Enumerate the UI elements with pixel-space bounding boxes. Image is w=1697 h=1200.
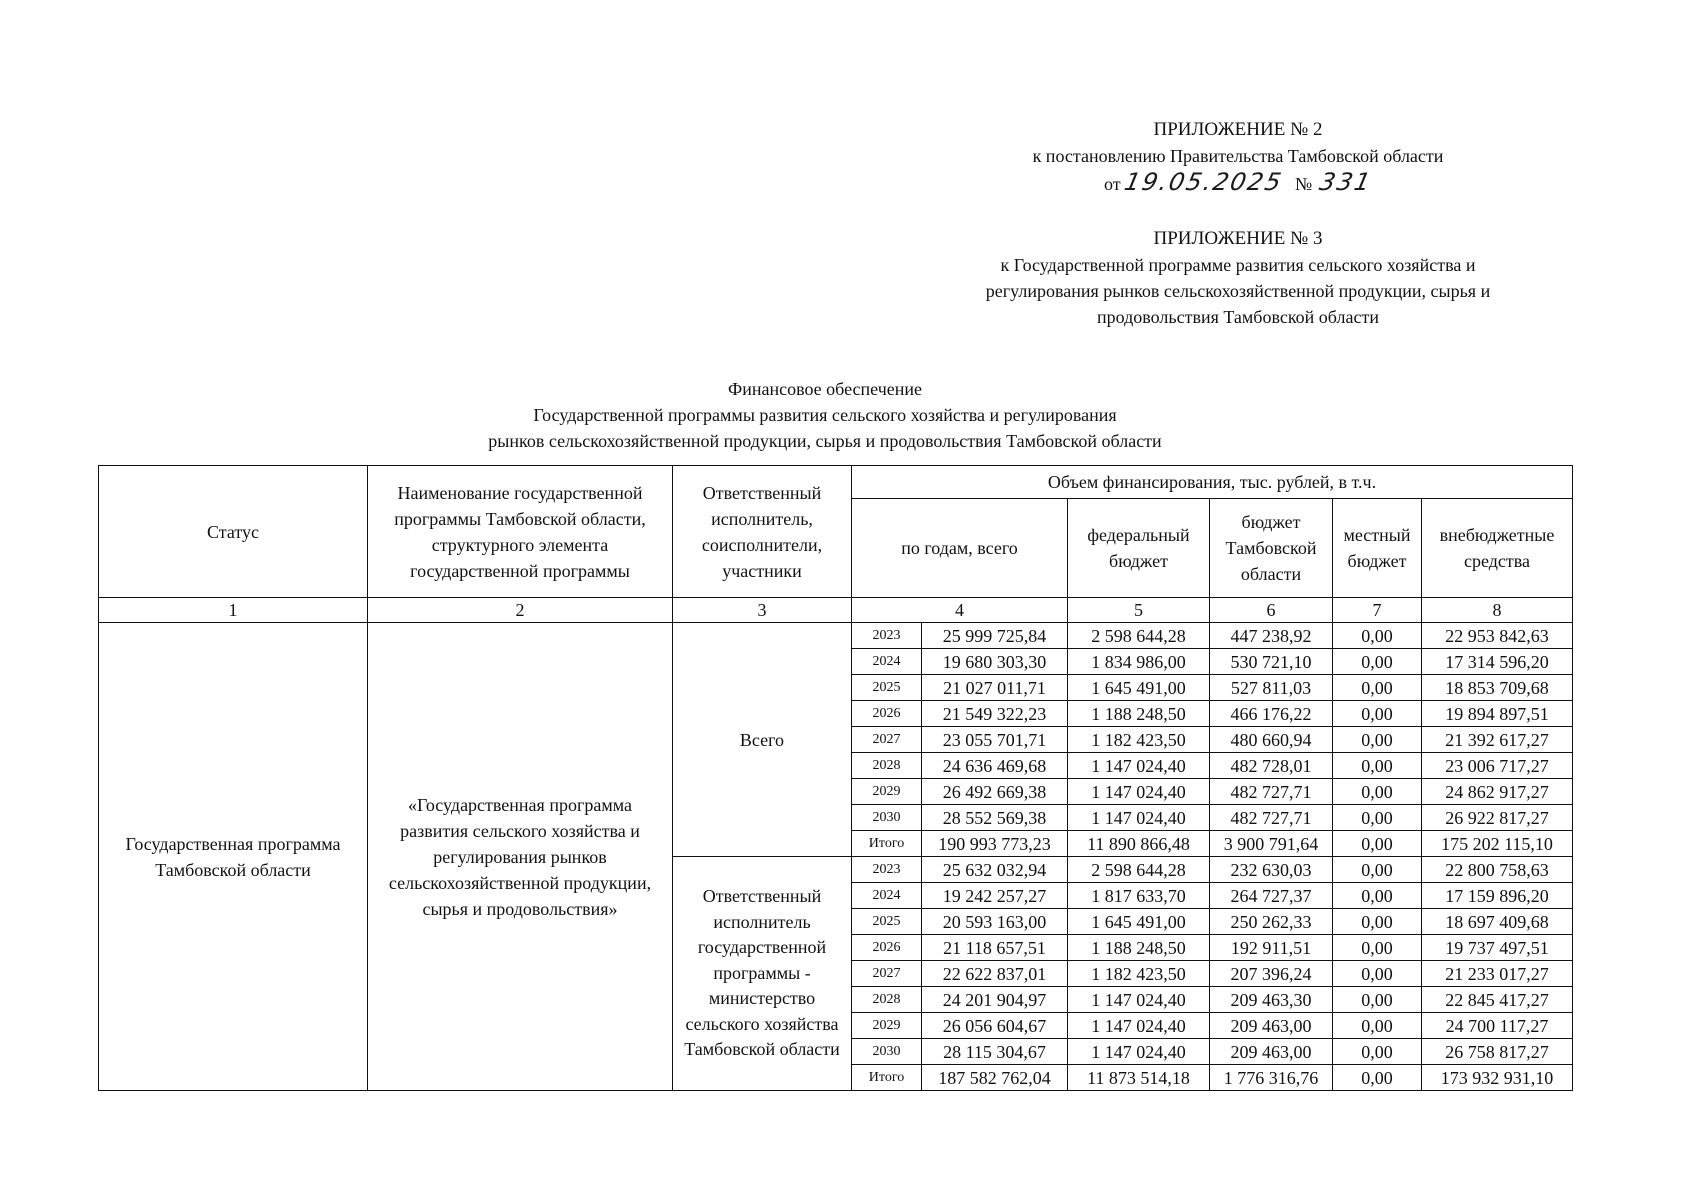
regional-cell: 209 463,30 (1210, 987, 1333, 1013)
column-number: 7 (1333, 598, 1422, 623)
year-cell: 2025 (852, 909, 922, 935)
regional-cell: 480 660,94 (1210, 727, 1333, 753)
header-by-years: по годам, всего (852, 499, 1068, 598)
total-cell: 21 027 011,71 (922, 675, 1068, 701)
year-cell: 2029 (852, 779, 922, 805)
local-cell: 0,00 (1333, 753, 1422, 779)
total-cell: 187 582 762,04 (922, 1065, 1068, 1091)
regional-cell: 482 728,01 (1210, 753, 1333, 779)
column-number: 4 (852, 598, 1068, 623)
year-cell: Итого (852, 831, 922, 857)
extra-cell: 17 314 596,20 (1422, 649, 1573, 675)
federal-cell: 1 182 423,50 (1068, 727, 1210, 753)
regional-cell: 482 727,71 (1210, 779, 1333, 805)
caption-line-2: Государственной программы развития сельского хозяйства и регулирования (533, 405, 1117, 425)
total-cell: 26 492 669,38 (922, 779, 1068, 805)
extra-cell: 24 862 917,27 (1422, 779, 1573, 805)
federal-cell: 2 598 644,28 (1068, 623, 1210, 649)
column-number: 5 (1068, 598, 1210, 623)
local-cell: 0,00 (1333, 727, 1422, 753)
total-cell: 22 622 837,01 (922, 961, 1068, 987)
header-status: Статус (99, 466, 368, 598)
handwritten-date: 19.05.2025 (1122, 168, 1286, 196)
extra-cell: 175 202 115,10 (1422, 831, 1573, 857)
column-number: 6 (1210, 598, 1333, 623)
extra-cell: 18 853 709,68 (1422, 675, 1573, 701)
number-label: № (1295, 174, 1313, 194)
column-number: 1 (99, 598, 368, 623)
header-local: местный бюджет (1333, 499, 1422, 598)
federal-cell: 1 147 024,40 (1068, 753, 1210, 779)
local-cell: 0,00 (1333, 883, 1422, 909)
local-cell: 0,00 (1333, 1065, 1422, 1091)
federal-cell: 11 873 514,18 (1068, 1065, 1210, 1091)
total-cell: 20 593 163,00 (922, 909, 1068, 935)
total-cell: 25 632 032,94 (922, 857, 1068, 883)
appendix-2-line: к постановлению Правительства Тамбовской области (1032, 146, 1444, 166)
extra-cell: 24 700 117,27 (1422, 1013, 1573, 1039)
local-cell: 0,00 (1333, 701, 1422, 727)
header-federal: федеральный бюджет (1068, 499, 1210, 598)
year-cell: 2028 (852, 753, 922, 779)
local-cell: 0,00 (1333, 1013, 1422, 1039)
local-cell: 0,00 (1333, 935, 1422, 961)
total-cell: 190 993 773,23 (922, 831, 1068, 857)
regional-cell: 1 776 316,76 (1210, 1065, 1333, 1091)
total-cell: 25 999 725,84 (922, 623, 1068, 649)
regional-cell: 232 630,03 (1210, 857, 1333, 883)
extra-cell: 19 894 897,51 (1422, 701, 1573, 727)
total-cell: 24 201 904,97 (922, 987, 1068, 1013)
header-name: Наименование государственной программы Тамбовской области, структурного элемента государственной программы (368, 466, 673, 598)
federal-cell: 1 147 024,40 (1068, 779, 1210, 805)
total-cell: 24 636 469,68 (922, 753, 1068, 779)
caption-line-1: Финансовое обеспечение (727, 379, 922, 399)
extra-cell: 26 758 817,27 (1422, 1039, 1573, 1065)
column-number-row (99, 598, 1573, 623)
year-cell: 2030 (852, 805, 922, 831)
regional-cell: 192 911,51 (1210, 935, 1333, 961)
appendix-3-line-2: регулирования рынков сельскохозяйственной продукции, сырья и (985, 281, 1491, 301)
regional-cell: 209 463,00 (1210, 1013, 1333, 1039)
federal-cell: 1 834 986,00 (1068, 649, 1210, 675)
extra-cell: 26 922 817,27 (1422, 805, 1573, 831)
total-cell: 26 056 604,67 (922, 1013, 1068, 1039)
federal-cell: 2 598 644,28 (1068, 857, 1210, 883)
extra-cell: 21 233 017,27 (1422, 961, 1573, 987)
column-number: 3 (673, 598, 852, 623)
header-volume: Объем финансирования, тыс. рублей, в т.ч. (852, 466, 1573, 499)
total-cell: 21 118 657,51 (922, 935, 1068, 961)
table-body (99, 623, 1573, 1091)
status-cell: Государственная программа Тамбовской области (99, 623, 368, 1091)
appendix-2-header (948, 117, 1528, 197)
federal-cell: 1 147 024,40 (1068, 1039, 1210, 1065)
year-cell: 2029 (852, 1013, 922, 1039)
total-cell: 23 055 701,71 (922, 727, 1068, 753)
appendix-3-header (948, 226, 1528, 330)
local-cell: 0,00 (1333, 961, 1422, 987)
date-label: от (1103, 174, 1121, 194)
federal-cell: 1 188 248,50 (1068, 701, 1210, 727)
table-row (99, 623, 1573, 649)
header-extra: внебюджетные средства (1422, 499, 1573, 598)
local-cell: 0,00 (1333, 831, 1422, 857)
regional-cell: 466 176,22 (1210, 701, 1333, 727)
total-cell: 19 242 257,27 (922, 883, 1068, 909)
program-name-cell: «Государственная программа развития сельского хозяйства и регулирования рынков сельскохозяйственной продукции, сырья и продовольствия» (368, 623, 673, 1091)
local-cell: 0,00 (1333, 1039, 1422, 1065)
year-cell: Итого (852, 1065, 922, 1091)
extra-cell: 173 932 931,10 (1422, 1065, 1573, 1091)
local-cell: 0,00 (1333, 623, 1422, 649)
year-cell: 2027 (852, 961, 922, 987)
extra-cell: 18 697 409,68 (1422, 909, 1573, 935)
column-number: 2 (368, 598, 673, 623)
extra-cell: 22 953 842,63 (1422, 623, 1573, 649)
year-cell: 2027 (852, 727, 922, 753)
regional-cell: 207 396,24 (1210, 961, 1333, 987)
local-cell: 0,00 (1333, 675, 1422, 701)
local-cell: 0,00 (1333, 909, 1422, 935)
regional-cell: 264 727,37 (1210, 883, 1333, 909)
responsible-cell: Всего (673, 623, 852, 857)
total-cell: 28 552 569,38 (922, 805, 1068, 831)
column-number: 8 (1422, 598, 1573, 623)
extra-cell: 23 006 717,27 (1422, 753, 1573, 779)
year-cell: 2026 (852, 935, 922, 961)
federal-cell: 1 817 633,70 (1068, 883, 1210, 909)
local-cell: 0,00 (1333, 987, 1422, 1013)
extra-cell: 22 845 417,27 (1422, 987, 1573, 1013)
extra-cell: 17 159 896,20 (1422, 883, 1573, 909)
local-cell: 0,00 (1333, 857, 1422, 883)
total-cell: 28 115 304,67 (922, 1039, 1068, 1065)
appendix-3-title: ПРИЛОЖЕНИЕ № 3 (1153, 228, 1323, 249)
federal-cell: 1 147 024,40 (1068, 1013, 1210, 1039)
year-cell: 2024 (852, 883, 922, 909)
total-cell: 21 549 322,23 (922, 701, 1068, 727)
resolution-reference (948, 169, 1528, 197)
regional-cell: 482 727,71 (1210, 805, 1333, 831)
extra-cell: 21 392 617,27 (1422, 727, 1573, 753)
caption-line-3: рынков сельскохозяйственной продукции, сырья и продовольствия Тамбовской области (488, 431, 1162, 451)
year-cell: 2023 (852, 857, 922, 883)
federal-cell: 1 188 248,50 (1068, 935, 1210, 961)
appendix-3-line-3: продовольствия Тамбовской области (1097, 307, 1379, 327)
year-cell: 2030 (852, 1039, 922, 1065)
header-responsible: Ответственный исполнитель, соисполнители, участники (673, 466, 852, 598)
local-cell: 0,00 (1333, 805, 1422, 831)
federal-cell: 1 147 024,40 (1068, 987, 1210, 1013)
federal-cell: 1 147 024,40 (1068, 805, 1210, 831)
federal-cell: 11 890 866,48 (1068, 831, 1210, 857)
year-cell: 2028 (852, 987, 922, 1013)
year-cell: 2024 (852, 649, 922, 675)
financing-table (98, 465, 1573, 1091)
handwritten-number: 331 (1317, 168, 1376, 196)
local-cell: 0,00 (1333, 779, 1422, 805)
regional-cell: 447 238,92 (1210, 623, 1333, 649)
federal-cell: 1 645 491,00 (1068, 675, 1210, 701)
year-cell: 2026 (852, 701, 922, 727)
regional-cell: 527 811,03 (1210, 675, 1333, 701)
extra-cell: 19 737 497,51 (1422, 935, 1573, 961)
header-regional: бюджет Тамбовской области (1210, 499, 1333, 598)
regional-cell: 3 900 791,64 (1210, 831, 1333, 857)
table-caption (400, 376, 1250, 454)
federal-cell: 1 645 491,00 (1068, 909, 1210, 935)
total-cell: 19 680 303,30 (922, 649, 1068, 675)
regional-cell: 250 262,33 (1210, 909, 1333, 935)
local-cell: 0,00 (1333, 649, 1422, 675)
extra-cell: 22 800 758,63 (1422, 857, 1573, 883)
regional-cell: 209 463,00 (1210, 1039, 1333, 1065)
appendix-3-line-1: к Государственной программе развития сельского хозяйства и (1000, 255, 1476, 275)
appendix-2-title: ПРИЛОЖЕНИЕ № 2 (1153, 119, 1323, 140)
responsible-cell: Ответственный исполнитель государственной программы - министерство сельского хозяйства Тамбовской области (673, 857, 852, 1091)
federal-cell: 1 182 423,50 (1068, 961, 1210, 987)
regional-cell: 530 721,10 (1210, 649, 1333, 675)
year-cell: 2023 (852, 623, 922, 649)
year-cell: 2025 (852, 675, 922, 701)
